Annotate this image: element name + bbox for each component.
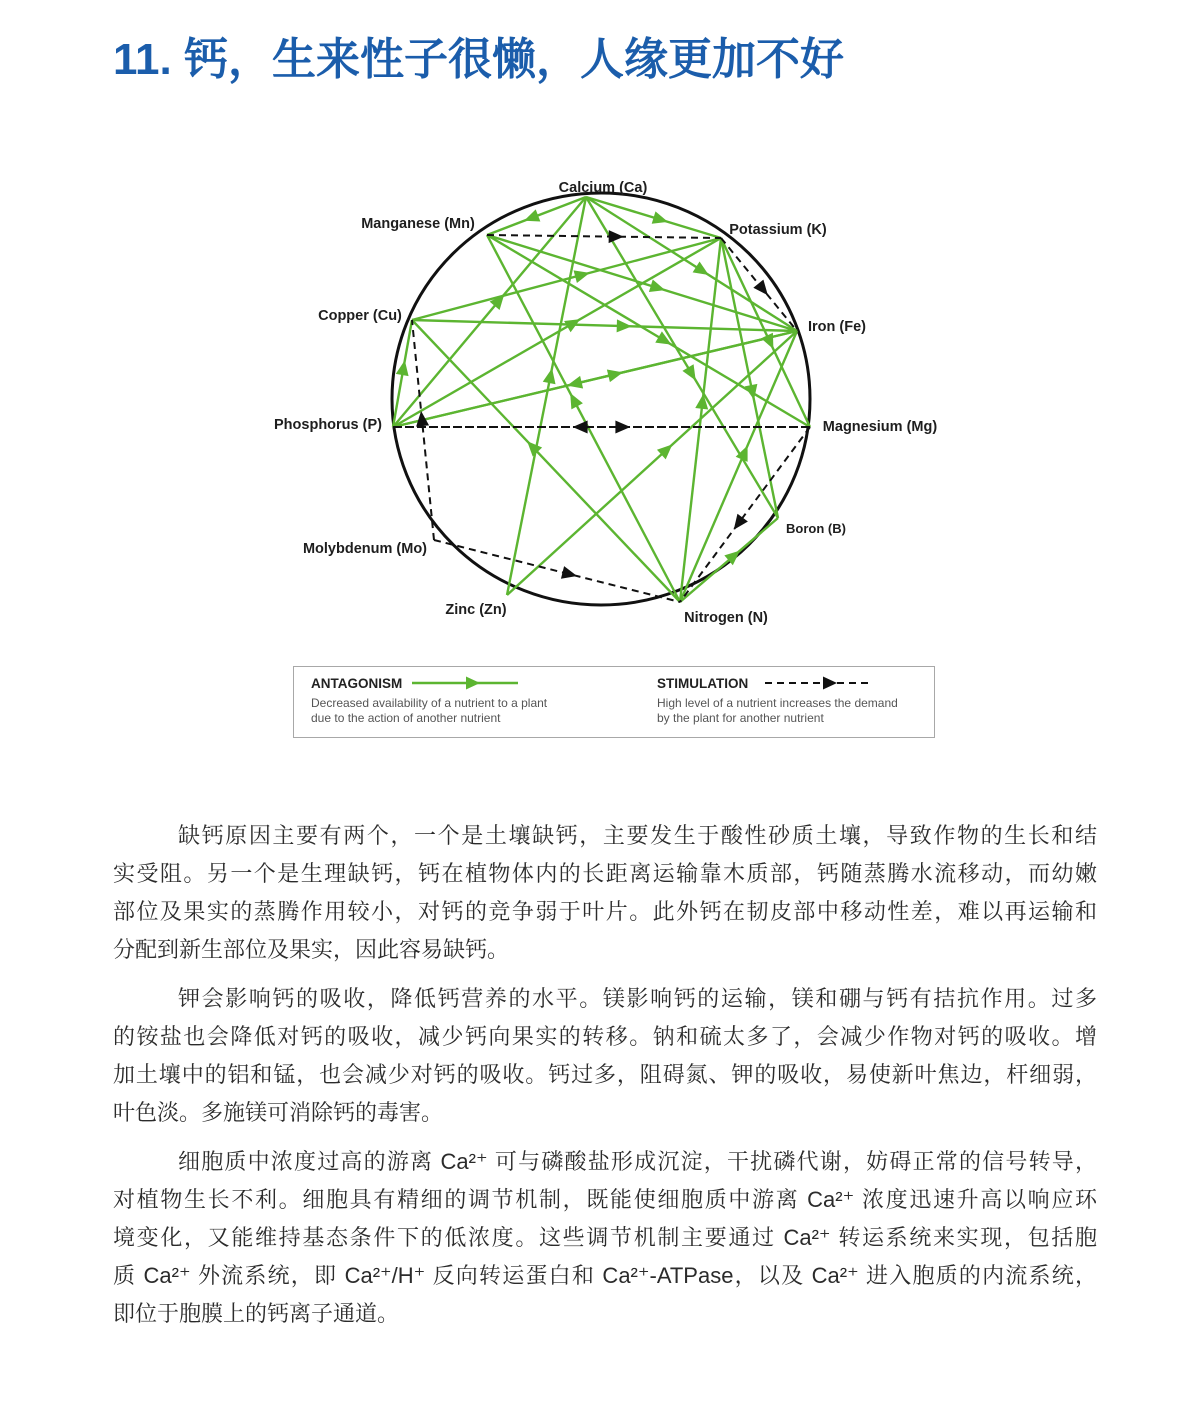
paragraph-nutrient-interactions bbox=[113, 980, 1097, 1132]
node-label-boron: Boron (B) bbox=[786, 521, 846, 536]
legend-antagonism-arrow-icon bbox=[466, 677, 480, 690]
antagonism-arrow-icon bbox=[617, 319, 632, 332]
node-label-manganese: Manganese (Mn) bbox=[361, 216, 475, 232]
stimulation-arrow-icon bbox=[561, 566, 579, 582]
node-label-potassium: Potassium (K) bbox=[729, 222, 827, 238]
body-text bbox=[113, 817, 1097, 1344]
text-line: 叶色淡。多施镁可消除钙的毒害。 bbox=[113, 1100, 444, 1125]
node-label-zinc: Zinc (Zn) bbox=[445, 602, 507, 618]
stimulation-line bbox=[487, 235, 721, 238]
legend-antagonism-sample bbox=[412, 675, 522, 691]
text-line: 部位及果实的蒸腾作用较小，对钙的竞争弱于叶片。此外钙在韧皮部中移动性差，难以再运输和 bbox=[113, 899, 1097, 924]
node-label-calcium: Calcium (Ca) bbox=[558, 180, 648, 196]
antagonism-arrow-icon bbox=[574, 267, 592, 283]
node-label-iron: Iron (Fe) bbox=[808, 319, 866, 335]
stimulation-arrow-icon bbox=[609, 230, 624, 243]
text-line: 实受阻。另一个是生理缺钙，钙在植物体内的长距离运输靠木质部，钙随蒸腾水流移动，而幼嫩 bbox=[113, 861, 1097, 886]
text-line: 钾会影响钙的吸收，降低钙营养的水平。镁影响钙的运输，镁和硼与钙有拮抗作用。过多 bbox=[178, 986, 1097, 1011]
node-label-phosphorus: Phosphorus (P) bbox=[274, 417, 382, 433]
legend-antagonism-desc-line: Decreased availability of a nutrient to a plant bbox=[311, 696, 548, 710]
legend-stimulation-desc-line: High level of a nutrient increases the demand bbox=[657, 696, 898, 710]
text-line: 缺钙原因主要有两个，一个是土壤缺钙，主要发生于酸性砂质土壤，导致作物的生长和结 bbox=[178, 823, 1097, 848]
interaction-edges bbox=[393, 197, 810, 602]
text-line: 的铵盐也会降低对钙的吸收，减少钙向果实的转移。钠和硫太多了，会减少作物对钙的吸收。增 bbox=[113, 1024, 1097, 1049]
text-line: 即位于胞膜上的钙离子通道。 bbox=[113, 1301, 400, 1326]
legend-stimulation-desc-line: by the plant for another nutrient bbox=[657, 711, 824, 725]
node-label-magnesium: Magnesium (Mg) bbox=[822, 419, 938, 435]
antagonism-arrow-icon bbox=[564, 313, 583, 332]
legend-stimulation-sample bbox=[765, 675, 875, 691]
antagonism-arrow-icon bbox=[682, 364, 701, 384]
text-line: 分配到新生部位及果实，因此容易缺钙。 bbox=[113, 937, 510, 962]
text-line: 对植物生长不利。细胞具有精细的调节机制，既能使细胞质中游离 Ca²⁺ 浓度迅速升高以响应环 bbox=[113, 1187, 1097, 1212]
stimulation-arrow-icon bbox=[573, 421, 588, 434]
node-label-copper: Copper (Cu) bbox=[318, 308, 402, 324]
antagonism-line bbox=[586, 197, 797, 331]
nutrient-interaction-diagram bbox=[0, 150, 1181, 660]
legend-stimulation-title: STIMULATION bbox=[657, 676, 749, 691]
paragraph-calcium-deficiency bbox=[113, 817, 1097, 969]
antagonism-arrow-icon bbox=[564, 390, 582, 409]
antagonism-arrow-icon bbox=[649, 280, 667, 297]
antagonism-arrow-icon bbox=[652, 211, 670, 228]
stimulation-arrow-icon bbox=[729, 514, 748, 534]
antagonism-arrow-icon bbox=[522, 209, 541, 227]
legend-antagonism-desc-line: due to the action of another nutrient bbox=[311, 711, 501, 725]
legend-stimulation-description bbox=[657, 696, 898, 726]
page-title: 11. 钙，生来性子很懒，人缘更加不好 bbox=[113, 35, 844, 84]
legend-antagonism-title: ANTAGONISM bbox=[311, 676, 403, 691]
legend-stimulation-arrow-icon bbox=[823, 677, 837, 690]
text-line: 境变化，又能维持基态条件下的低浓度。这些调节机制主要通过 Ca²⁺ 转运系统来实现，包括胞 bbox=[113, 1225, 1097, 1250]
antagonism-line bbox=[393, 331, 797, 427]
node-label-molybdenum: Molybdenum (Mo) bbox=[302, 541, 428, 557]
node-label-nitrogen: Nitrogen (N) bbox=[684, 610, 768, 626]
diagram-legend bbox=[293, 666, 935, 738]
antagonism-arrow-icon bbox=[693, 261, 713, 280]
paragraph-calcium-regulation bbox=[113, 1143, 1097, 1333]
text-line: 细胞质中浓度过高的游离 Ca²⁺ 可与磷酸盐形成沉淀，干扰磷代谢，妨碍正常的信号转导， bbox=[178, 1149, 1097, 1174]
text-line: 加土壤中的铝和锰，也会减少对钙的吸收。钙过多，阻碍氮、钾的吸收，易使新叶焦边，杆细弱， bbox=[113, 1062, 1097, 1087]
nutrient-labels bbox=[274, 180, 937, 626]
legend-antagonism-description bbox=[311, 696, 547, 726]
text-line: 质 Ca²⁺ 外流系统，即 Ca²⁺/H⁺ 反向转运蛋白和 Ca²⁺-ATPase，以及 Ca²⁺ 进入胞质的内流系统， bbox=[113, 1263, 1097, 1288]
